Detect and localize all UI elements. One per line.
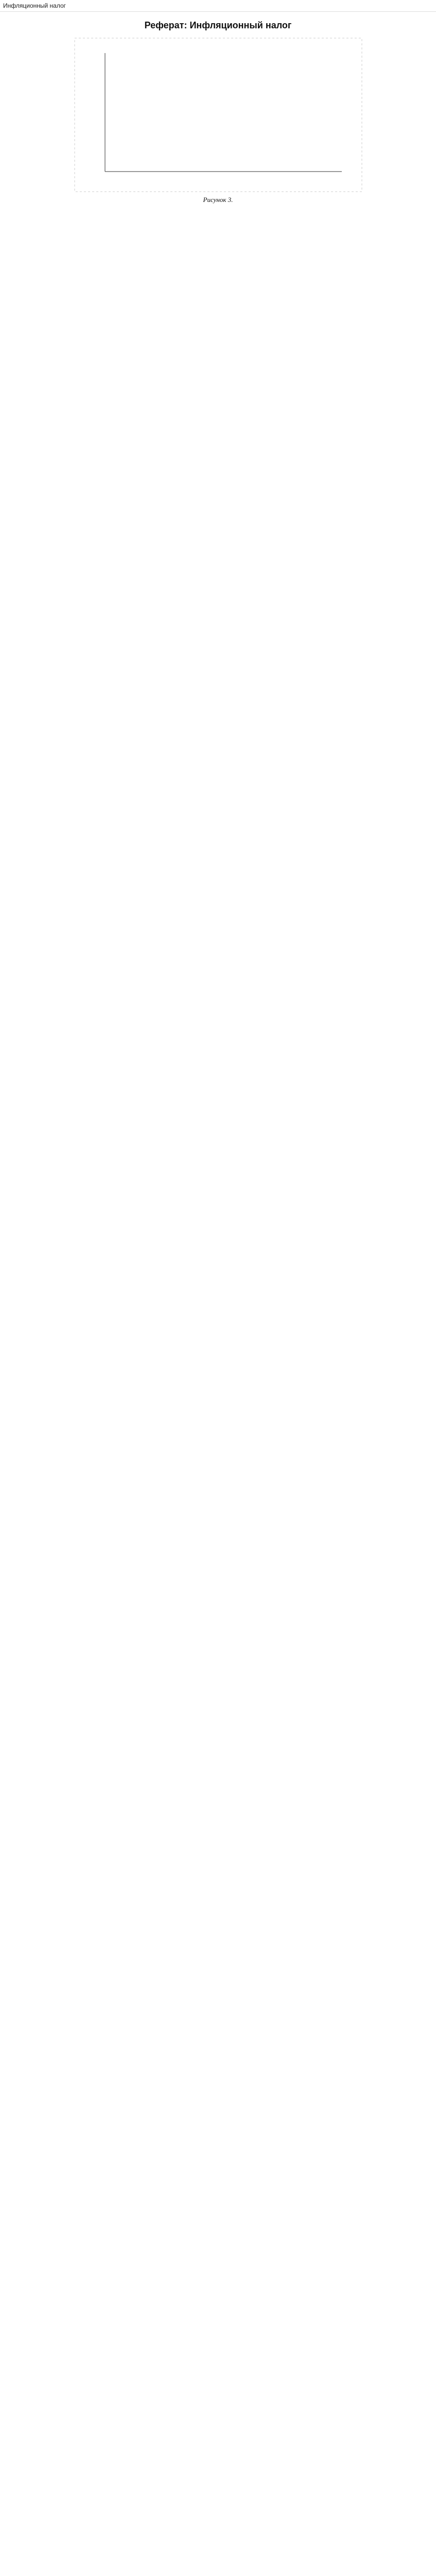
document-page	[12, 12, 424, 204]
figure-caption: Рисунок 3.	[203, 195, 233, 204]
figure-graphic	[74, 38, 362, 192]
tab-document[interactable]: Инфляционный налог	[0, 0, 436, 12]
figure-placeholder-border	[75, 38, 362, 192]
figure	[12, 38, 424, 205]
page-title: Реферат: Инфляционный налог	[144, 20, 292, 30]
